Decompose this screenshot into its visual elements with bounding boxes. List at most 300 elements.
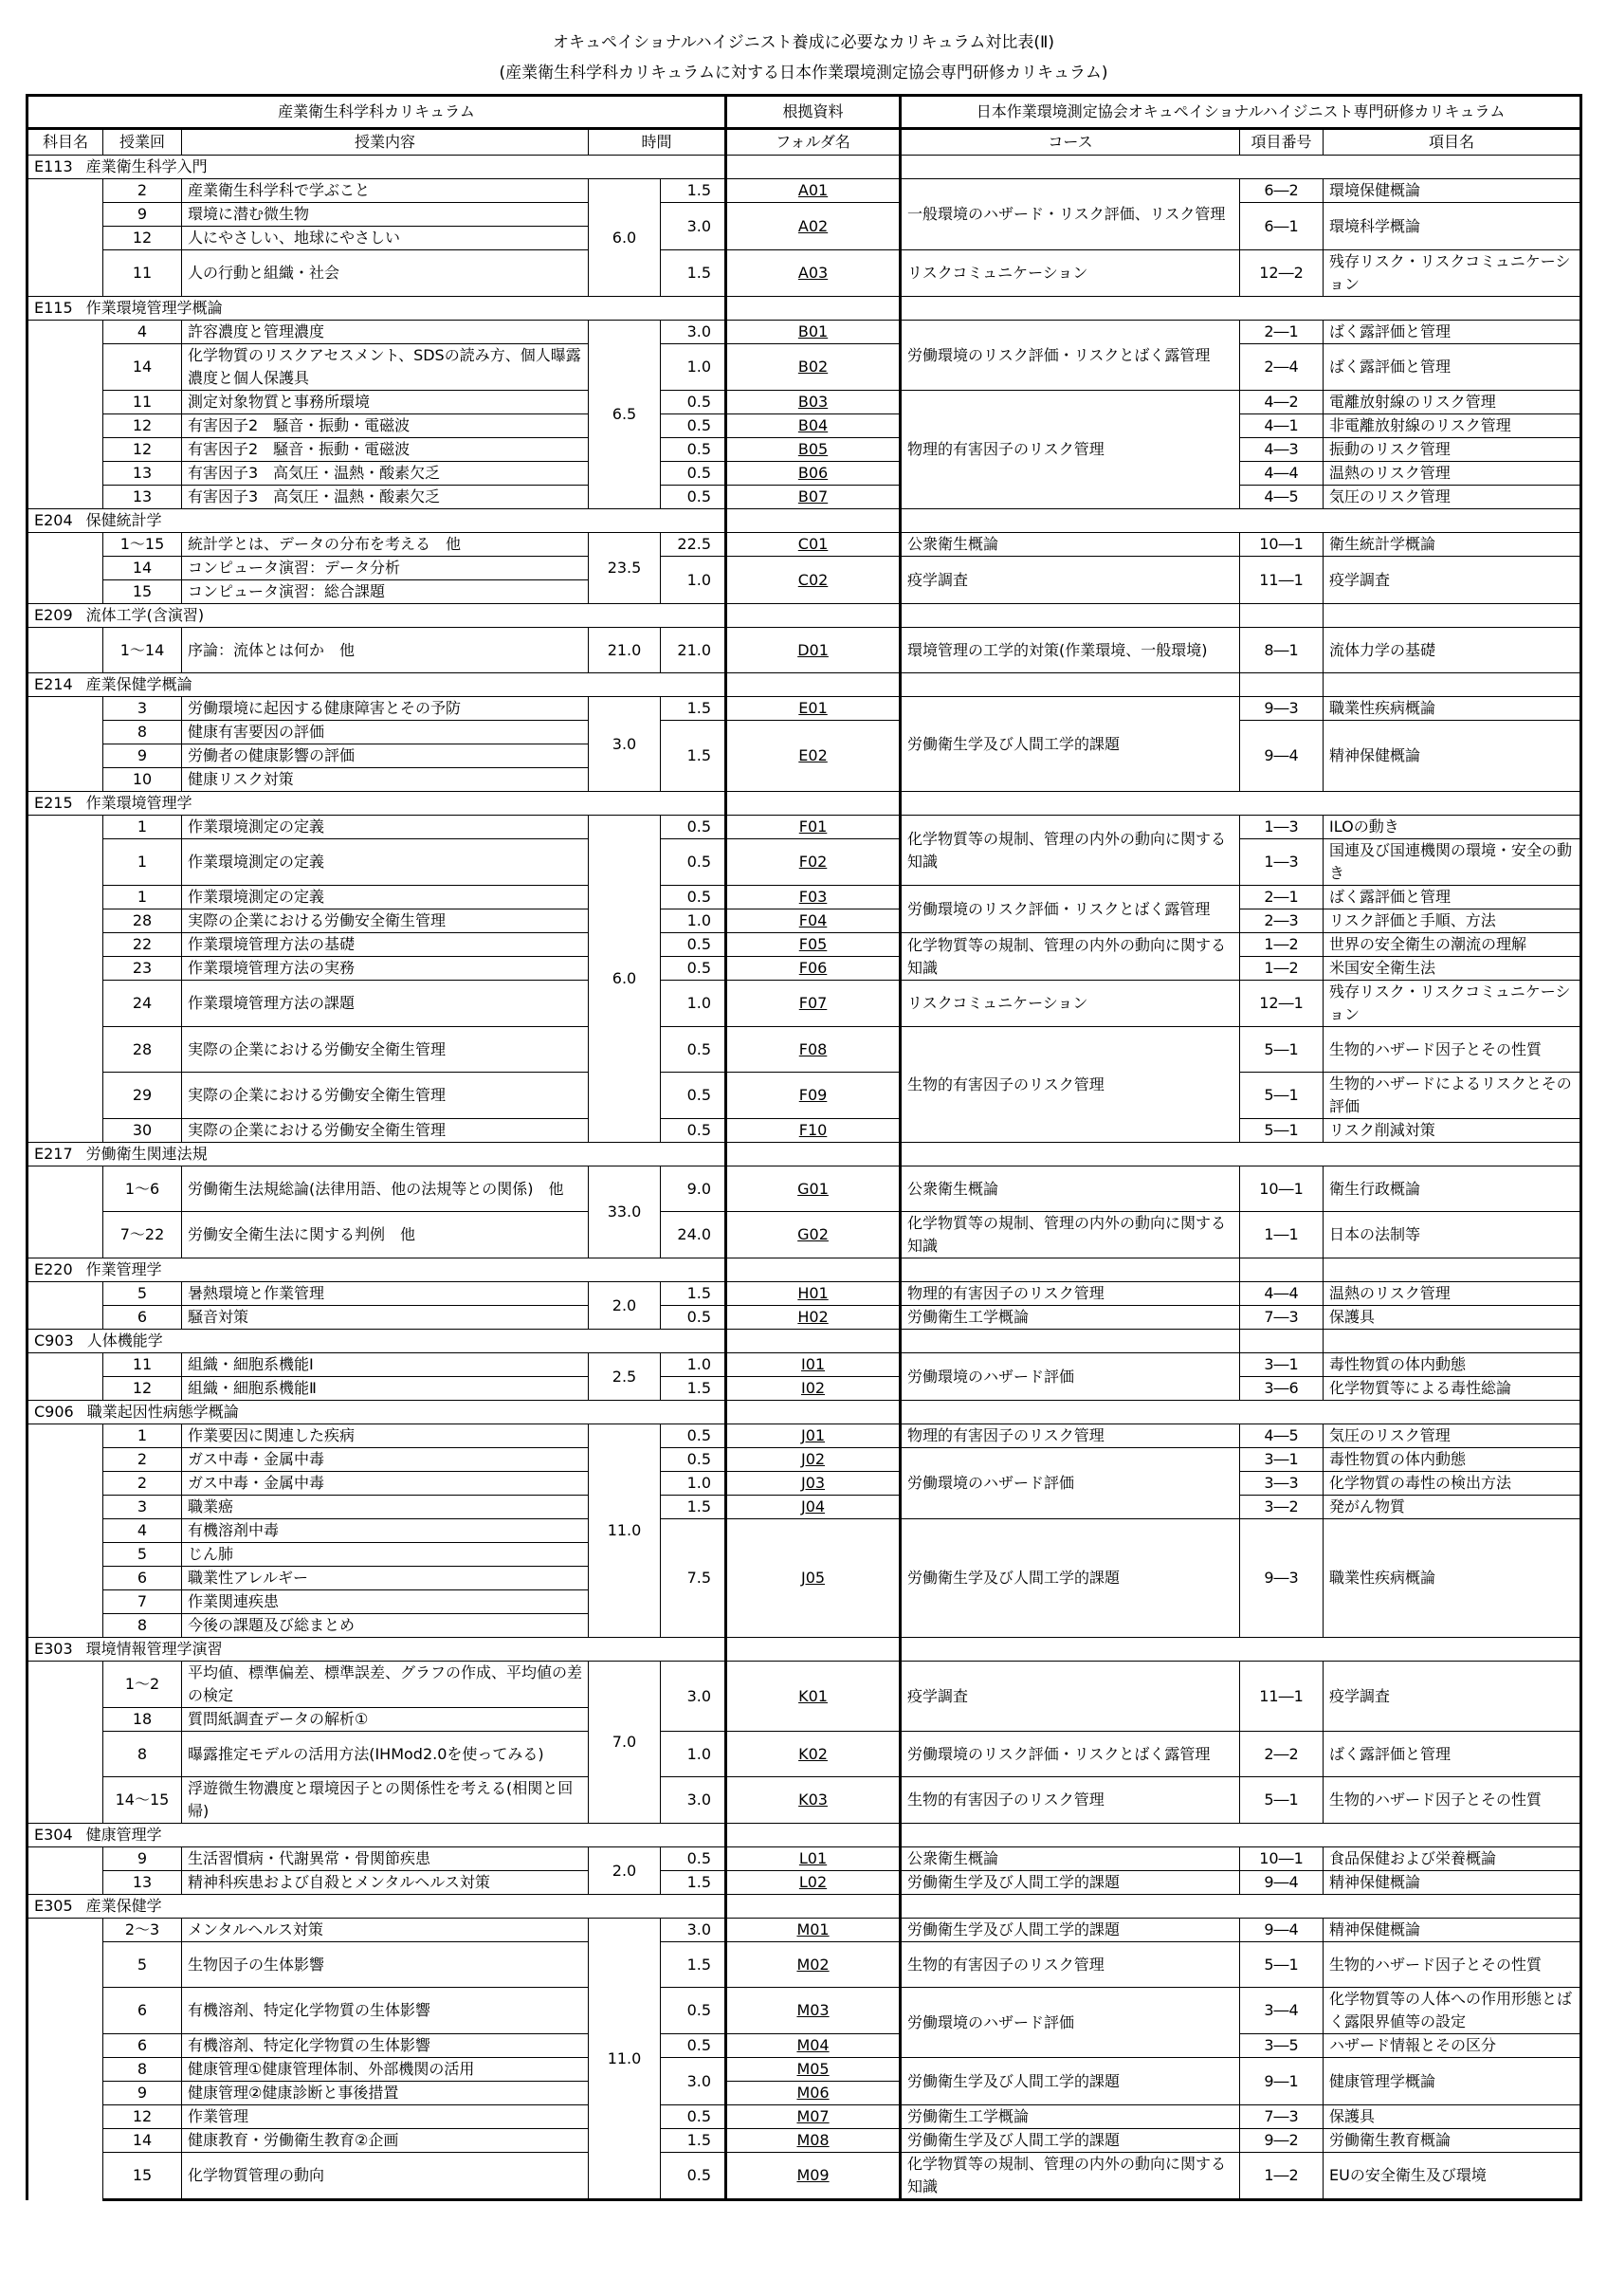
session-number: 9	[103, 203, 182, 227]
folder-link[interactable]: B05	[797, 440, 829, 458]
subject-name: 人体機能学	[86, 1332, 163, 1350]
item-name: ばく露評価と管理	[1324, 321, 1581, 344]
course-name: 労働衛生学及び人間工学的課題	[901, 1871, 1240, 1895]
folder-cell	[726, 1871, 901, 1895]
right-blank-cell	[901, 1824, 1581, 1847]
session-content: 健康リスク対策	[182, 768, 589, 792]
folder-link[interactable]: F04	[798, 911, 828, 929]
course-name: 公衆衛生概論	[901, 533, 1240, 557]
folder-cell	[726, 1519, 901, 1638]
folder-link[interactable]: I02	[800, 1379, 826, 1397]
item-name: 温熱のリスク管理	[1324, 1282, 1581, 1306]
session-hours: 1.5	[661, 1282, 726, 1306]
subject-name: 産業衛生科学入門	[85, 157, 208, 175]
folder-link[interactable]: F07	[798, 994, 828, 1012]
session-row	[27, 1073, 1581, 1119]
course-name: 公衆衛生概論	[901, 1847, 1240, 1871]
session-number: 13	[103, 462, 182, 486]
session-number: 9	[103, 1847, 182, 1871]
session-row	[27, 1662, 1581, 1708]
item-name: ばく露評価と管理	[1324, 1732, 1581, 1777]
subject-code: C906	[34, 1403, 74, 1421]
subject-heading	[27, 297, 726, 321]
session-row	[27, 628, 1581, 673]
folder-link[interactable]: B03	[797, 393, 829, 411]
item-name: 生物的ハザード因子とその性質	[1324, 1942, 1581, 1988]
session-number: 22	[103, 933, 182, 957]
folder-link[interactable]: D01	[797, 640, 829, 659]
item-name: 保護具	[1324, 1306, 1581, 1330]
session-row	[27, 2129, 1581, 2153]
item-name: 健康管理学概論	[1324, 2058, 1581, 2105]
session-content: 有機溶剤、特定化学物質の生体影響	[182, 2034, 589, 2058]
folder-cell	[726, 2129, 901, 2153]
session-content: 実際の企業における労働安全衛生管理	[182, 1027, 589, 1073]
folder-link[interactable]: J05	[800, 1569, 826, 1587]
right-blank-cell	[901, 156, 1581, 179]
session-number: 2～3	[103, 1919, 182, 1942]
col-header-item-no: 項目番号	[1240, 129, 1324, 156]
folder-link[interactable]: B02	[797, 358, 829, 376]
item-name: リスク削減対策	[1324, 1119, 1581, 1143]
subject-name: 産業保健学概論	[85, 675, 192, 693]
subject-code: E220	[34, 1260, 73, 1278]
item-number: 12―1	[1240, 981, 1324, 1027]
session-number: 15	[103, 580, 182, 604]
header-group-row	[27, 96, 1581, 129]
session-row	[27, 486, 1581, 509]
session-content: 健康管理②健康診断と事後措置	[182, 2082, 589, 2105]
course-name: 疫学調査	[901, 557, 1240, 604]
session-number: 8	[103, 2058, 182, 2082]
session-hours: 21.0	[661, 628, 726, 673]
session-row	[27, 2153, 1581, 2200]
session-number: 1～15	[103, 533, 182, 557]
session-content: 化学物質管理の動向	[182, 2153, 589, 2200]
folder-cell	[726, 1119, 901, 1143]
item-name: 職業性疾病概論	[1324, 1519, 1581, 1638]
folder-cell	[726, 697, 901, 721]
folder-link[interactable]: I01	[800, 1355, 826, 1373]
folder-link[interactable]: H01	[797, 1284, 829, 1302]
subject-name: 作業環境管理学概論	[85, 299, 223, 317]
folder-blank-cell	[726, 156, 901, 179]
subject-code: E214	[34, 675, 73, 693]
folder-link[interactable]: C01	[797, 535, 829, 553]
folder-link[interactable]: J03	[800, 1474, 826, 1492]
folder-link[interactable]: J01	[800, 1426, 826, 1444]
session-content: 人の行動と組織・社会	[182, 250, 589, 297]
folder-link[interactable]: M02	[796, 1955, 830, 1974]
folder-link[interactable]: B07	[797, 487, 829, 505]
folder-cell	[726, 2082, 901, 2105]
subject-heading	[27, 509, 726, 533]
session-number: 14	[103, 557, 182, 580]
item-name: 衛生行政概論	[1324, 1166, 1581, 1212]
item-number: 6―2	[1240, 179, 1324, 203]
session-content: 実際の企業における労働安全衛生管理	[182, 1119, 589, 1143]
total-hours: 2.5	[589, 1353, 661, 1401]
course-name: 労働環境のハザード評価	[901, 1353, 1240, 1401]
session-row	[27, 721, 1581, 744]
document-subtitle: (産業衛生科学科カリキュラムに対する日本作業環境測定協会専門研修カリキュラム)	[499, 64, 1108, 83]
course-name: 生物的有害因子のリスク管理	[901, 1027, 1240, 1143]
item-name: 職業性疾病概論	[1324, 697, 1581, 721]
item-name: 疫学調査	[1324, 557, 1581, 604]
item-number: 5―1	[1240, 1119, 1324, 1143]
session-hours: 0.5	[661, 391, 726, 414]
session-row	[27, 414, 1581, 438]
course-name: 物理的有害因子のリスク管理	[901, 1424, 1240, 1448]
folder-cell	[726, 533, 901, 557]
course-name: 労働衛生学及び人間工学的課題	[901, 2129, 1240, 2153]
session-hours: 22.5	[661, 533, 726, 557]
session-hours: 1.0	[661, 1472, 726, 1496]
subject-code: E204	[34, 511, 73, 529]
session-row	[27, 179, 1581, 203]
item-number: 2―2	[1240, 1732, 1324, 1777]
folder-link[interactable]: E01	[798, 699, 828, 717]
course-name: 生物的有害因子のリスク管理	[901, 1777, 1240, 1824]
item-number: 2―1	[1240, 321, 1324, 344]
folder-link[interactable]: H02	[797, 1308, 829, 1326]
folder-link[interactable]: A01	[797, 181, 829, 199]
session-hours: 1.0	[661, 981, 726, 1027]
session-number: 30	[103, 1119, 182, 1143]
course-name: 物理的有害因子のリスク管理	[901, 1282, 1240, 1306]
item-number: 7―3	[1240, 2105, 1324, 2129]
session-hours: 1.5	[661, 1377, 726, 1401]
course-name: 労働環境のリスク評価・リスクとばく露管理	[901, 886, 1240, 933]
item-name-blank-cell	[1324, 1258, 1581, 1282]
session-row	[27, 344, 1581, 391]
session-hours: 1.5	[661, 697, 726, 721]
folder-cell	[726, 909, 901, 933]
session-content: ガス中毒・金属中毒	[182, 1448, 589, 1472]
session-number: 3	[103, 697, 182, 721]
item-name: 疫学調査	[1324, 1662, 1581, 1732]
session-row	[27, 1472, 1581, 1496]
session-row	[27, 1942, 1581, 1988]
item-number: 3―4	[1240, 1988, 1324, 2034]
item-number: 1―2	[1240, 933, 1324, 957]
folder-blank-cell	[726, 1401, 901, 1424]
item-number: 9―3	[1240, 697, 1324, 721]
session-row	[27, 462, 1581, 486]
folder-blank-cell	[726, 509, 901, 533]
session-number: 10	[103, 768, 182, 792]
subject-code: C903	[34, 1332, 74, 1350]
session-hours: 1.0	[661, 909, 726, 933]
folder-link[interactable]: F05	[798, 935, 828, 953]
right-blank-cell	[901, 297, 1581, 321]
session-hours: 0.5	[661, 839, 726, 886]
session-content: 許容濃度と管理濃度	[182, 321, 589, 344]
session-hours: 3.0	[661, 2058, 726, 2105]
item-no-blank-cell	[1240, 604, 1324, 628]
course-name: 労働環境のハザード評価	[901, 1448, 1240, 1519]
folder-link[interactable]: F10	[798, 1121, 828, 1139]
course-blank-cell	[901, 1258, 1240, 1282]
item-name: 化学物質の毒性の検出方法	[1324, 1472, 1581, 1496]
session-content: ガス中毒・金属中毒	[182, 1472, 589, 1496]
session-number: 12	[103, 414, 182, 438]
subject-heading	[27, 1401, 726, 1424]
item-name: EUの安全衛生及び環境	[1324, 2153, 1581, 2200]
session-content: 職業癌	[182, 1496, 589, 1519]
folder-link[interactable]: J04	[800, 1497, 826, 1515]
session-content: 労働衛生法規総論(法律用語、他の法規等との関係) 他	[182, 1166, 589, 1212]
session-hours: 0.5	[661, 462, 726, 486]
folder-cell	[726, 391, 901, 414]
session-row	[27, 2105, 1581, 2129]
folder-cell	[726, 203, 901, 250]
indent-cell	[27, 628, 103, 673]
folder-link[interactable]: M01	[796, 1920, 830, 1938]
item-name: 毒性物質の体内動態	[1324, 1353, 1581, 1377]
folder-link[interactable]: M05	[796, 2060, 830, 2078]
course-name: リスクコミュニケーション	[901, 250, 1240, 297]
session-number: 29	[103, 1073, 182, 1119]
item-name: ばく露評価と管理	[1324, 886, 1581, 909]
item-no-blank-cell	[1240, 673, 1324, 697]
folder-cell	[726, 179, 901, 203]
item-name: 電離放射線のリスク管理	[1324, 391, 1581, 414]
right-blank-cell	[901, 509, 1581, 533]
session-content: 生物因子の生体影響	[182, 1942, 589, 1988]
session-row	[27, 533, 1581, 557]
document-title: オキュペイショナルハイジニスト養成に必要なカリキュラム対比表(Ⅱ)	[552, 33, 1055, 52]
folder-link[interactable]: G01	[797, 1179, 829, 1198]
item-name: 生物的ハザード因子とその性質	[1324, 1027, 1581, 1073]
folder-link[interactable]: J02	[800, 1450, 826, 1468]
item-number: 1―1	[1240, 1212, 1324, 1258]
col-header-time: 時間	[589, 129, 726, 156]
folder-link[interactable]: K03	[798, 1791, 828, 1809]
folder-link[interactable]: M03	[796, 2001, 830, 2019]
session-row	[27, 1988, 1581, 2034]
session-content: 作業要因に関連した疾病	[182, 1424, 589, 1448]
folder-cell	[726, 1472, 901, 1496]
session-content: 健康有害要因の評価	[182, 721, 589, 744]
session-row	[27, 957, 1581, 981]
folder-link[interactable]: M04	[796, 2036, 830, 2054]
folder-link[interactable]: F02	[798, 853, 828, 871]
item-number: 9―1	[1240, 2058, 1324, 2105]
session-row	[27, 886, 1581, 909]
folder-blank-cell	[726, 1258, 901, 1282]
item-number: 5―1	[1240, 1777, 1324, 1824]
folder-cell	[726, 1073, 901, 1119]
session-hours: 0.5	[661, 1448, 726, 1472]
session-hours: 0.5	[661, 1847, 726, 1871]
session-row	[27, 1448, 1581, 1472]
folder-link[interactable]: B01	[797, 322, 829, 340]
session-content: 作業環境管理方法の実務	[182, 957, 589, 981]
col-header-folder: フォルダ名	[726, 129, 901, 156]
subject-name: 作業環境管理学	[85, 794, 192, 812]
right-blank-cell	[901, 792, 1581, 816]
session-number: 13	[103, 1871, 182, 1895]
folder-link[interactable]: M07	[796, 2107, 830, 2125]
item-name: 生物的ハザードによるリスクとその評価	[1324, 1073, 1581, 1119]
folder-link[interactable]: A03	[797, 264, 829, 282]
session-row	[27, 1166, 1581, 1212]
folder-link[interactable]: G02	[797, 1225, 829, 1243]
session-content: メンタルヘルス対策	[182, 1919, 589, 1942]
folder-link[interactable]: M08	[796, 2131, 830, 2149]
header-left-group: 産業衛生科学科カリキュラム	[27, 96, 726, 129]
session-content: 作業環境管理方法の課題	[182, 981, 589, 1027]
subject-category-row	[27, 604, 1581, 628]
folder-cell	[726, 1282, 901, 1306]
session-number: 6	[103, 1988, 182, 2034]
folder-link[interactable]: C02	[797, 570, 829, 589]
folder-cell	[726, 1448, 901, 1472]
item-number: 4―4	[1240, 1282, 1324, 1306]
folder-link[interactable]: F06	[798, 959, 828, 977]
folder-link[interactable]: M09	[796, 2166, 830, 2184]
session-row	[27, 1496, 1581, 1519]
item-number: 11―1	[1240, 557, 1324, 604]
item-number: 9―4	[1240, 1919, 1324, 1942]
session-number: 12	[103, 438, 182, 462]
session-hours: 0.5	[661, 1119, 726, 1143]
folder-link[interactable]: L02	[798, 1873, 828, 1891]
col-header-session: 授業回	[103, 129, 182, 156]
item-number: 4―4	[1240, 462, 1324, 486]
folder-cell	[726, 1919, 901, 1942]
item-number: 11―1	[1240, 1662, 1324, 1732]
session-number: 6	[103, 1306, 182, 1330]
header-mid-group: 根拠資料	[726, 96, 901, 129]
item-name: 世界の安全衛生の潮流の理解	[1324, 933, 1581, 957]
folder-link[interactable]: F08	[798, 1039, 828, 1058]
total-hours: 7.0	[589, 1662, 661, 1824]
subject-heading	[27, 1824, 726, 1847]
session-content: 浮遊微生物濃度と環境因子との関係性を考える(相関と回帰)	[182, 1777, 589, 1824]
session-number: 6	[103, 2034, 182, 2058]
folder-link[interactable]: F03	[798, 888, 828, 906]
folder-blank-cell	[726, 792, 901, 816]
session-content: 労働安全衛生法に関する判例 他	[182, 1212, 589, 1258]
course-name: 一般環境のハザード・リスク評価、リスク管理	[901, 179, 1240, 250]
subject-name: 労働衛生関連法規	[85, 1145, 208, 1163]
item-name: 環境科学概論	[1324, 203, 1581, 250]
session-content: 環境に潜む微生物	[182, 203, 589, 227]
session-hours: 1.5	[661, 1942, 726, 1988]
session-number: 1	[103, 1424, 182, 1448]
folder-cell	[726, 2153, 901, 2200]
session-hours: 3.0	[661, 321, 726, 344]
item-number: 1―3	[1240, 839, 1324, 886]
total-hours: 23.5	[589, 533, 661, 604]
session-hours: 3.0	[661, 1919, 726, 1942]
session-content: 労働者の健康影響の評価	[182, 744, 589, 768]
total-hours: 2.0	[589, 1282, 661, 1330]
item-number: 7―3	[1240, 1306, 1324, 1330]
indent-cell	[27, 816, 103, 1143]
session-number: 15	[103, 2153, 182, 2200]
session-hours: 0.5	[661, 1027, 726, 1073]
indent-cell	[27, 533, 103, 604]
session-number: 12	[103, 1377, 182, 1401]
session-content: 暑熱環境と作業管理	[182, 1282, 589, 1306]
folder-link[interactable]: K01	[798, 1686, 828, 1705]
session-hours: 1.0	[661, 344, 726, 391]
session-content: 実際の企業における労働安全衛生管理	[182, 1073, 589, 1119]
session-row	[27, 391, 1581, 414]
session-number: 2	[103, 1472, 182, 1496]
session-row	[27, 1119, 1581, 1143]
folder-link[interactable]: K02	[798, 1744, 828, 1763]
item-name: 温熱のリスク管理	[1324, 462, 1581, 486]
indent-cell	[27, 179, 103, 297]
session-number: 9	[103, 2082, 182, 2105]
session-content: 実際の企業における労働安全衛生管理	[182, 909, 589, 933]
session-row	[27, 697, 1581, 721]
folder-link[interactable]: F01	[798, 817, 828, 836]
session-content: 今後の課題及び総まとめ	[182, 1614, 589, 1638]
session-content: 有害因子2 騒音・振動・電磁波	[182, 414, 589, 438]
item-number: 4―2	[1240, 391, 1324, 414]
session-content: 曝露推定モデルの活用方法(IHMod2.0を使ってみる)	[182, 1732, 589, 1777]
item-name: ハザード情報とその区分	[1324, 2034, 1581, 2058]
folder-link[interactable]: M06	[796, 2084, 830, 2102]
session-hours: 24.0	[661, 1212, 726, 1258]
folder-link[interactable]: A02	[797, 216, 829, 235]
course-name: 疫学調査	[901, 1662, 1240, 1732]
course-name: 化学物質等の規制、管理の内外の動向に関する知識	[901, 1212, 1240, 1258]
subject-category-row	[27, 297, 1581, 321]
session-number: 14	[103, 2129, 182, 2153]
item-name-blank-cell	[1324, 604, 1581, 628]
session-hours: 0.5	[661, 933, 726, 957]
course-name: 物理的有害因子のリスク管理	[901, 391, 1240, 509]
session-hours: 1.0	[661, 557, 726, 604]
folder-link[interactable]: E02	[798, 746, 828, 764]
indent-cell	[27, 1353, 103, 1401]
session-row	[27, 909, 1581, 933]
col-header-content: 授業内容	[182, 129, 589, 156]
folder-link[interactable]: B04	[797, 416, 829, 434]
total-hours: 6.5	[589, 321, 661, 509]
session-row	[27, 1377, 1581, 1401]
session-row	[27, 981, 1581, 1027]
folder-cell	[726, 1377, 901, 1401]
session-row	[27, 1212, 1581, 1258]
indent-cell	[27, 1282, 103, 1330]
session-hours: 0.5	[661, 414, 726, 438]
folder-link[interactable]: B06	[797, 464, 829, 482]
folder-cell	[726, 250, 901, 297]
folder-link[interactable]: F09	[798, 1086, 828, 1104]
session-number: 5	[103, 1942, 182, 1988]
session-number: 14	[103, 344, 182, 391]
session-row	[27, 1871, 1581, 1895]
session-content: 平均値、標準偏差、標準誤差、グラフの作成、平均値の差の検定	[182, 1662, 589, 1708]
subject-heading	[27, 1143, 726, 1166]
session-number: 12	[103, 227, 182, 250]
item-name: 毒性物質の体内動態	[1324, 1448, 1581, 1472]
session-row	[27, 816, 1581, 839]
session-hours: 3.0	[661, 1777, 726, 1824]
subject-category-row	[27, 1143, 1581, 1166]
item-name: 残存リスク・リスクコミュニケーション	[1324, 981, 1581, 1027]
item-number: 9―3	[1240, 1519, 1324, 1638]
course-name: 化学物質等の規制、管理の内外の動向に関する知識	[901, 2153, 1240, 2200]
folder-link[interactable]: L01	[798, 1849, 828, 1867]
